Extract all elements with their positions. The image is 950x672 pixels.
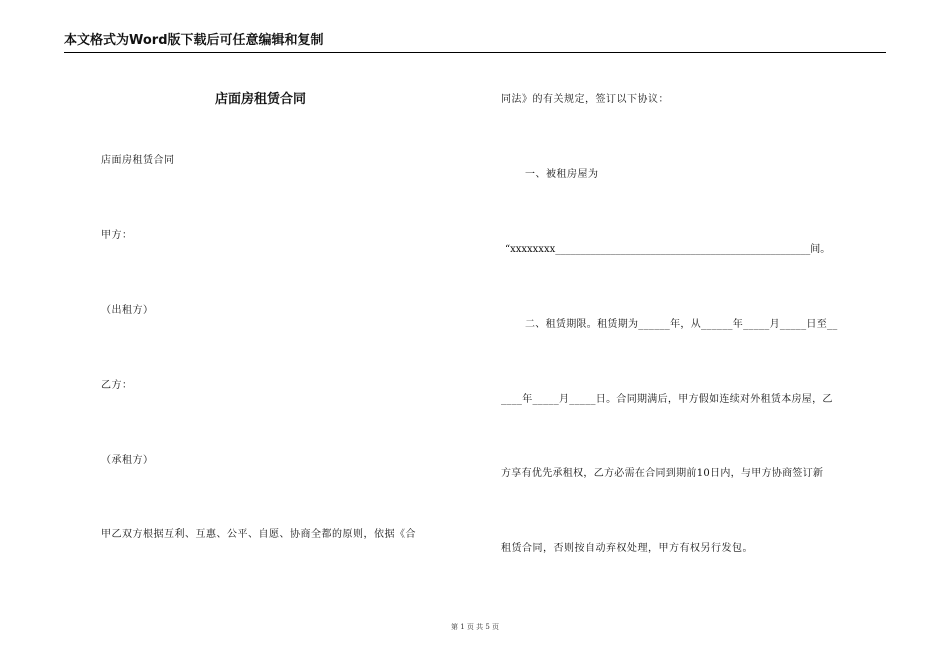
clause-2-term-line-1: 二、租赁期限。租赁期为______年，从______年_____月_____日至__ (525, 319, 838, 330)
page-header (64, 33, 886, 53)
clause-2-term-line-3: 方享有优先承租权，乙方必需在合同到期前10日内，与甲方协商签订新 (501, 468, 824, 479)
clause-1-heading: 一、被租房屋为 (525, 169, 599, 180)
page-number: 第 1 页 共 5 页 (450, 623, 500, 631)
clause-2-term-line-4: 租赁合同，否则按自动弃权处理，甲方有权另行发包。 (501, 543, 753, 554)
contract-name-line: 店面房租赁合同 (101, 155, 175, 166)
agreement-intro-continued: 同法》的有关规定，签订以下协议： (501, 94, 669, 105)
agreement-intro-line: 甲乙双方根据互利、互惠、公平、自愿、协商全都的原则，依据《合 (101, 529, 416, 540)
party-a-role: （出租方） (101, 305, 154, 316)
clause-1-premises-line: “xxxxxxxx___________________________________________________间。 (505, 244, 831, 255)
party-a-label: 甲方： (101, 230, 133, 241)
header-text: 本文格式为Word版下载后可任意编辑和复制 (64, 33, 324, 48)
party-b-role: （承租方） (101, 455, 154, 466)
document-title: 店面房租赁合同 (215, 92, 307, 107)
clause-2-term-line-2: ____年_____月_____日。合同期满后，甲方假如连续对外租赁本房屋，乙 (501, 394, 833, 405)
party-b-label: 乙方： (101, 380, 133, 391)
